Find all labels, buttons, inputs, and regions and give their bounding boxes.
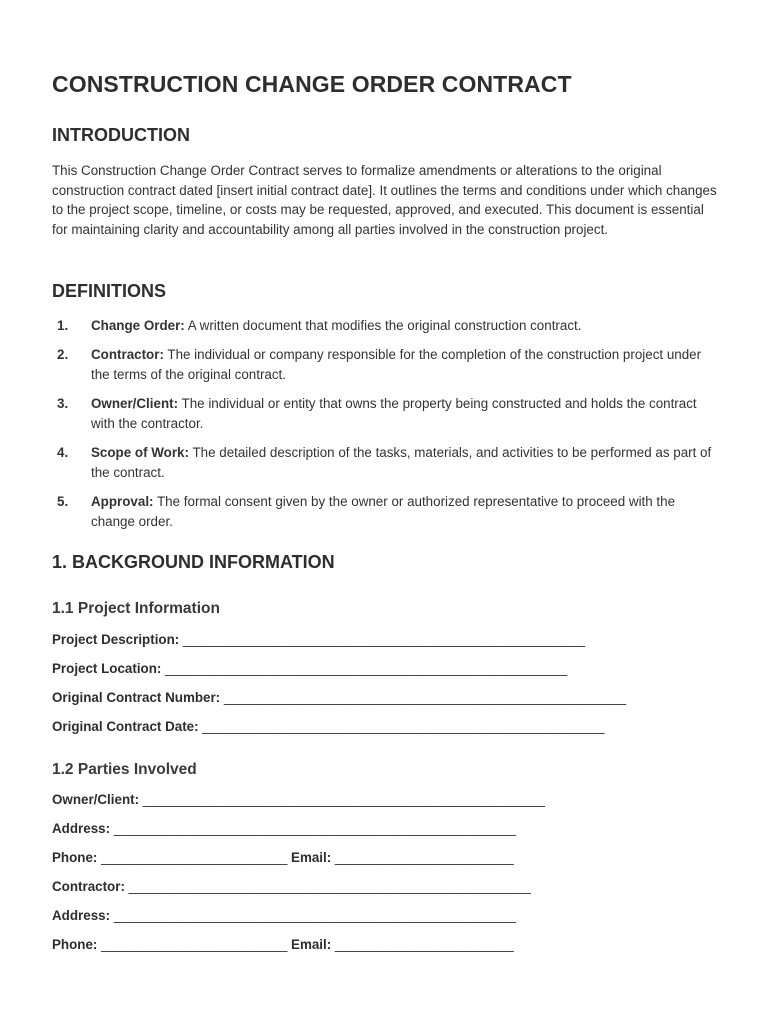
definitions-heading: DEFINITIONS [52,281,167,301]
project-description-field[interactable] [52,632,585,647]
owner-client-label: Owner/Client: [52,792,140,807]
definition-number: 1. [57,318,69,333]
definition-item [52,443,722,482]
project-description-blank[interactable]: ______________________________________________________ [179,632,586,647]
contractor-field[interactable] [52,879,531,894]
definition-number: 3. [57,396,69,412]
background-heading: 1. BACKGROUND INFORMATION [52,552,335,572]
definitions-list [52,316,722,541]
owner-email-label: Email: [287,850,332,865]
introduction-heading: INTRODUCTION [52,125,190,145]
definition-term: Approval: [91,493,154,509]
project-location-label: Project Location: [52,661,162,676]
project-information-heading: 1.1 Project Information [52,600,220,617]
original-contract-number-field[interactable] [52,690,626,705]
owner-client-field[interactable] [52,792,545,807]
definition-number: 2. [57,347,69,363]
owner-phone-blank[interactable]: _________________________ [97,850,288,865]
definition-term: Owner/Client: [91,396,179,412]
introduction-paragraph: This Construction Change Order Contract serves to formalize amendments or alterations to the original construction contract dated [insert initial contract date]. It outlines the terms and conditions under which changes to the project scope, timeline, or costs may be requested, approved, and executed. This document is essential for maintaining clarity and accountability among all parties involved in the construction project. [52,163,717,238]
owner-address-field[interactable] [52,821,516,836]
definition-text: The individual or entity that owns the property being constructed and holds the contract with the contractor. [91,396,697,431]
contractor-phone-blank[interactable]: _________________________ [97,937,288,952]
project-location-field[interactable] [52,661,567,676]
contractor-email-blank[interactable]: ________________________ [331,937,514,952]
definition-term: Scope of Work: [91,445,189,461]
contractor-phone-label: Phone: [52,937,98,952]
contractor-address-label: Address: [52,908,111,923]
definition-number: 4. [57,445,69,461]
owner-phone-label: Phone: [52,850,98,865]
owner-client-blank[interactable]: ______________________________________________________ [139,792,545,807]
original-contract-number-blank[interactable]: ______________________________________________________ [220,690,627,705]
definition-text: The detailed description of the tasks, materials, and activities to be performed as part of the contract. [91,445,712,480]
definition-item [52,394,722,433]
definition-text: The formal consent given by the owner or authorized representative to proceed with the change order. [91,493,676,529]
original-contract-number-label: Original Contract Number: [52,690,221,705]
original-contract-date-blank[interactable]: ______________________________________________________ [198,719,605,734]
contractor-email-label: Email: [287,937,332,952]
contractor-phone-email-field[interactable] [52,937,514,952]
definition-item [52,492,722,531]
document-title: CONSTRUCTION CHANGE ORDER CONTRACT [52,71,572,97]
owner-address-blank[interactable]: ______________________________________________________ [110,821,516,836]
definition-term: Change Order: [91,318,185,333]
contractor-label: Contractor: [52,879,125,894]
definition-item [52,345,722,384]
owner-address-label: Address: [52,821,111,836]
project-location-blank[interactable]: ______________________________________________________ [161,661,568,676]
owner-email-blank[interactable]: ________________________ [331,850,514,865]
definition-item [52,316,722,336]
contractor-blank[interactable]: ______________________________________________________ [124,879,531,894]
definition-text: A written document that modifies the original construction contract. [184,318,582,333]
contractor-address-blank[interactable]: ______________________________________________________ [110,908,516,923]
definition-term: Contractor: [91,347,164,363]
definition-number: 5. [57,493,69,509]
definition-text: The individual or company responsible for the completion of the construction project under the terms of the original contract. [91,347,702,382]
original-contract-date-label: Original Contract Date: [52,719,199,734]
project-description-label: Project Description: [52,632,180,647]
owner-phone-email-field[interactable] [52,850,514,865]
original-contract-date-field[interactable] [52,719,604,734]
parties-involved-heading: 1.2 Parties Involved [52,761,197,778]
contractor-address-field[interactable] [52,908,516,923]
